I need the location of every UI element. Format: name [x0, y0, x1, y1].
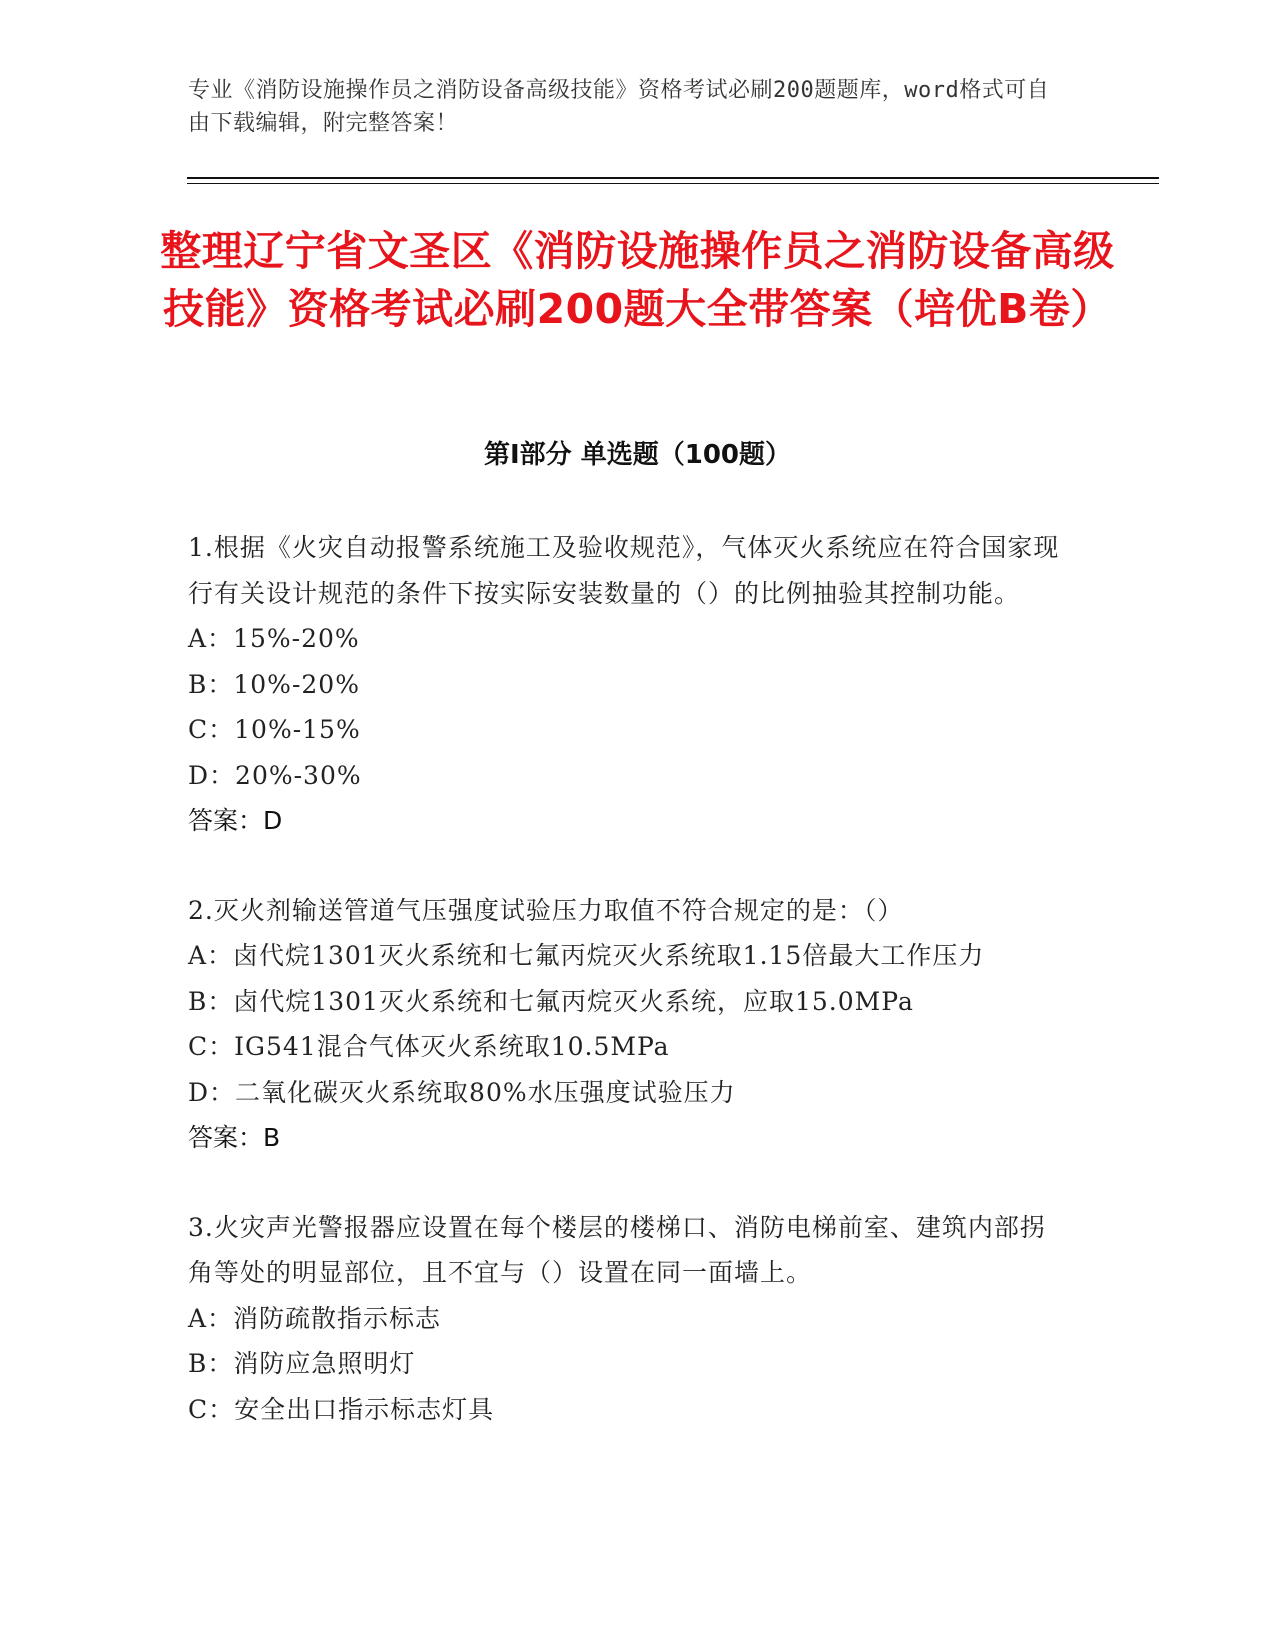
header-divider-thin	[187, 183, 1159, 184]
question-stem: 3.火灾声光警报器应设置在每个楼层的楼梯口、消防电梯前室、建筑内部拐角等处的明显部位，且不宜与（）设置在同一面墙上。	[188, 1212, 1046, 1287]
section-title: 第Ⅰ部分 单选题（100题）	[484, 440, 791, 470]
option-c: C：10%-15%	[188, 715, 361, 744]
option-a: A：15%-20%	[188, 624, 360, 653]
option-d: D：20%-30%	[188, 760, 362, 790]
option-a: A：消防疏散指示标志	[188, 1303, 442, 1333]
header-divider-thick	[187, 177, 1159, 179]
option-b: B：10%-20%	[188, 669, 360, 699]
option-d: D：二氧化碳灭火系统取80%水压强度试验压力	[188, 1077, 736, 1107]
option-a: A：卤代烷1301灭火系统和七氟丙烷灭火系统取1.15倍最大工作压力	[188, 941, 985, 970]
header-note: 专业《消防设施操作员之消防设备高级技能》资格考试必刷200题题库，word格式可自由下载编辑，附完整答案！	[188, 78, 1050, 136]
option-b: B：消防应急照明灯	[188, 1349, 416, 1378]
question-list	[188, 525, 1068, 1476]
question-3	[188, 1205, 1068, 1433]
question-stem: 2.灭火剂输送管道气压强度试验压力取值不符合规定的是：（）	[188, 895, 904, 925]
option-c: C：IG541混合气体灭火系统取10.5MPa	[188, 1032, 670, 1061]
answer: 答案：D	[188, 806, 283, 835]
option-b: B：卤代烷1301灭火系统和七氟丙烷灭火系统，应取15.0MPa	[188, 986, 914, 1016]
question-stem: 1.根据《火灾自动报警系统施工及验收规范》，气体灭火系统应在符合国家现行有关设计规范的条件下按实际安装数量的（）的比例抽验其控制功能。	[188, 533, 1060, 608]
document-title: 整理辽宁省文圣区《消防设施操作员之消防设备高级技能》资格考试必刷200题大全带答案（培优B卷）	[160, 227, 1115, 333]
question-1	[188, 525, 1068, 844]
option-c: C：安全出口指示标志灯具	[188, 1394, 495, 1424]
question-2	[188, 888, 1068, 1161]
answer: 答案：B	[188, 1123, 281, 1152]
